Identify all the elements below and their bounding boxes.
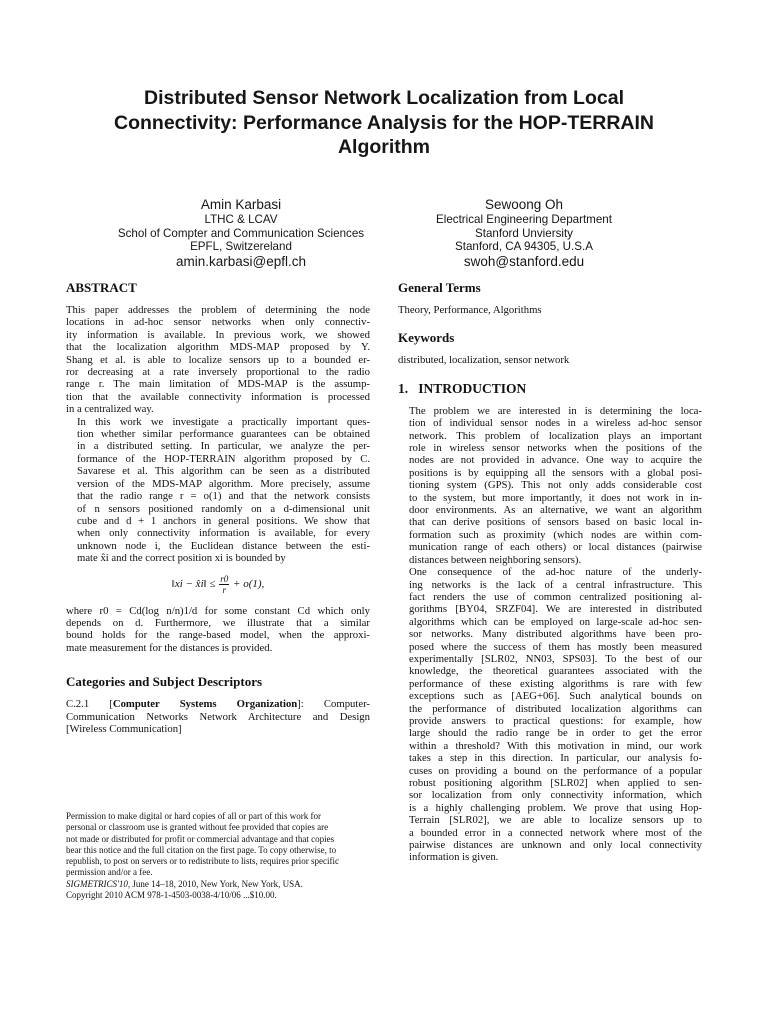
text-line: Terrain [SLR02], we are able to localize sensors up to: [409, 814, 702, 827]
author-affiliation: Electrical Engineering Department: [436, 213, 612, 226]
text-line: fact renders the use of common centralized positioning al-: [409, 590, 702, 603]
text-line: cuses on providing a bound on the performance of a popular: [409, 764, 702, 777]
abstract-heading: ABSTRACT: [66, 280, 137, 295]
introduction-heading: 1. INTRODUCTION: [398, 380, 527, 396]
fraction-denominator: r: [222, 584, 227, 595]
author-affiliation: EPFL, Switzereland: [190, 240, 292, 253]
text-line: distances between neighboring sensors).: [409, 553, 582, 566]
text-line: munication range of each others) or local distances (pairwise: [409, 541, 702, 554]
copyright-line: Copyright 2010 ACM 978-1-4503-0038-4/10/06 ...$10.00.: [66, 890, 277, 901]
paper-title: [40, 86, 728, 160]
author-affiliation: Schol of Compter and Communication Sciences: [117, 226, 365, 240]
title-line: Connectivity: Performance Analysis for the HOP-TERRAIN: [114, 111, 654, 134]
text-line: unknown node i, the Euclidean distance between the esti-: [77, 539, 370, 552]
text-line: tion of individual sensor nodes in a wireless ad-hoc sensor: [409, 417, 702, 430]
equation-lhs: ‖xi − x̂i‖ ≤: [171, 577, 216, 590]
abstract-paragraph: [66, 304, 370, 416]
text-line: cube and d + 1 anchors in general positions. We show that: [77, 514, 370, 527]
text-line: formance of the HOP-TERRAIN algorithm proposed by C.: [77, 452, 370, 465]
text-line: provide answers to practical questions: for example, how: [409, 714, 702, 727]
text-line: This paper addresses the problem of determining the node: [66, 304, 370, 316]
text-line: experimentally [SLR02, NN03, SPS03]. To the best of our: [409, 652, 702, 665]
categories-line: Communication Networks Network Architecture and Design: [66, 710, 370, 723]
text-line: bound holds for the range-based model, when the approxi-: [66, 629, 370, 642]
author-block: [412, 196, 636, 270]
text-line: ity information is available. In previous work, we showed: [66, 328, 370, 341]
text-line: is a highly challenging problem. We prove that using Hop-: [409, 801, 702, 814]
text-line: The problem we are interested in is determining the loca-: [409, 404, 702, 417]
text-line: Shang et al. is able to localize sensors up to a bounded er-: [66, 353, 370, 366]
categories-heading: Categories and Subject Descriptors: [66, 674, 263, 690]
text-line: Savarese et al. This algorithm can be seen as a distributed: [77, 465, 370, 478]
text-line: a bounded error in a connected network where most of the: [409, 826, 702, 839]
general-terms-heading: General Terms: [398, 280, 481, 295]
author-affiliation: Stanford Unviersity: [475, 226, 573, 240]
permission-line: not made or distributed for profit or commercial advantage and that copies: [66, 833, 335, 844]
permission-line: bear this notice and the full citation on the first page. To copy otherwise, to: [66, 844, 337, 855]
permission-line: Permission to make digital or hard copies of all or part of this work for: [66, 811, 321, 821]
categories-line: [Wireless Communication]: [66, 722, 182, 735]
abstract-body: [66, 304, 370, 654]
author-email: swoh@stanford.edu: [463, 253, 585, 269]
author-email: amin.karbasi@epfl.ch: [175, 253, 306, 269]
text-line: in a distributed setting. In particular, we analyze the per-: [77, 440, 370, 453]
text-line: mate measurement for the distances is provided.: [66, 641, 273, 654]
equation-rhs: + o(1),: [233, 577, 265, 590]
text-line: posed where the success of them has mostly been measured: [409, 640, 702, 653]
text-line: tion whether similar performance guarantees can be obtained: [77, 428, 370, 441]
abstract-paragraph: [66, 605, 370, 655]
text-line: sor networks. Many distributed algorithms have been pro-: [409, 628, 702, 641]
text-line: ror decreasing at a rate inversely proportional to the radio: [66, 366, 370, 379]
categories-body: [66, 698, 370, 735]
text-line: range r. The main limitation of MDS-MAP is the assump-: [66, 378, 370, 391]
text-line: role in wireless sensor networks when the positions of the: [409, 442, 702, 455]
text-line: that can derive positions of sensors based on basic local in-: [409, 516, 702, 529]
author-block: [100, 196, 382, 270]
text-line: sor localization from only connectivity information, which: [409, 789, 702, 802]
equation-fraction: [219, 574, 229, 595]
author-affiliation: LTHC & LCAV: [204, 213, 278, 226]
author-affiliation: Stanford, CA 94305, U.S.A: [455, 240, 593, 253]
text-line: positions is by equipping all the sensors with a global posi-: [409, 466, 702, 479]
text-line: ing networks is the lack of a central infrastructure. This: [409, 578, 702, 591]
text-line: to the system, but more importantly, it does not work in in-: [409, 491, 702, 504]
text-line: network. This problem of localization plays an important: [409, 429, 702, 442]
keywords-heading: Keywords: [398, 330, 455, 346]
conference-name: SIGMETRICS'10,: [66, 878, 131, 889]
permission-line: personal or classroom use is granted without fee provided that copies are: [66, 822, 329, 833]
fraction-numerator: r0: [220, 573, 229, 584]
abstract-paragraph: [66, 416, 370, 565]
text-line: algorithms which can be employed on large-scale ad-hoc sen-: [409, 615, 702, 628]
permission-notice: [66, 811, 370, 901]
categories-line: C.2.1 [Computer Systems Organization]: Computer-: [66, 698, 370, 711]
text-line: that the radio range r = o(1) and that the network consists: [77, 490, 370, 503]
text-line: version of the MDS-MAP algorithm. More precisely, assume: [77, 477, 370, 490]
text-line: mate x̂i and the correct position xi is bounded by: [77, 552, 286, 565]
text-line: robust positioning algorithm [SLR02] when applied to sen-: [409, 777, 702, 789]
text-line: door environments. As an alternative, we want an algorithm: [409, 504, 702, 517]
text-line: nodes are not provided in advance. One way to acquire the: [409, 454, 702, 467]
text-line: exceptions such as [AEG+06]. Such analytical bounds on: [409, 690, 702, 703]
text-line: that the localization algorithm MDS-MAP proposed by Y.: [66, 341, 370, 354]
text-line: tioning system (GPS). This not only adds considerable cost: [409, 479, 702, 492]
conference-line: SIGMETRICS'10, June 14–18, 2010, New York, New York, USA.: [66, 878, 303, 889]
text-line: pairwise distances are unknown and only local connectivity: [409, 839, 702, 852]
introduction-paragraph: [398, 566, 702, 864]
text-line: when only connectivity information is available, for every: [77, 527, 370, 540]
text-line: depends on d. Furthermore, we illustrate that a similar: [66, 616, 370, 629]
equation: [66, 574, 370, 595]
introduction-paragraph: [398, 405, 702, 566]
author-name: Sewoong Oh: [484, 197, 564, 212]
text-line: of n sensors positioned randomly on a d-dimensional unit: [77, 502, 370, 515]
keywords-text: distributed, localization, sensor network: [398, 354, 570, 367]
text-line: In this work we investigate a practically important ques-: [77, 415, 370, 428]
text-line: takes a step in this direction. In particular, our analysis fo-: [409, 752, 702, 765]
title-line: Algorithm: [337, 136, 431, 158]
text-line: information is given.: [409, 851, 499, 864]
permission-line: permission and/or a fee.: [66, 867, 153, 878]
text-line: where r0 = Cd(log n/n)1/d for some constant Cd which only: [66, 604, 370, 617]
text-line: within a threshold? With this motivation in mind, our work: [409, 739, 702, 752]
text-line: formation such as proximity (which nodes are within com-: [409, 528, 702, 541]
permission-line: republish, to post on servers or to redistribute to lists, requires prior specific: [66, 856, 339, 867]
title-line: Distributed Sensor Network Localization from Local: [144, 87, 624, 109]
text-line: tion that the available connectivity information is processed: [66, 390, 370, 403]
text-line: the performance of distributed localization algorithms can: [409, 702, 702, 715]
general-terms-text: Theory, Performance, Algorithms: [398, 304, 542, 316]
right-column: [398, 280, 702, 864]
text-line: in a centralized way.: [66, 403, 154, 416]
text-line: performance of these existing algorithms is rare with few: [409, 677, 702, 690]
text-line: knowledge, the theoretical guarantees associated with the: [409, 665, 702, 678]
left-column: [66, 280, 370, 735]
introduction-body: [398, 405, 702, 864]
author-name: Amin Karbasi: [200, 197, 282, 212]
text-line: locations in ad-hoc sensor networks when only connectiv-: [66, 316, 370, 329]
text-line: One consequence of the ad-hoc nature of the underly-: [409, 566, 702, 579]
text-line: gorithms [BY04, SRZF04]. We are interested in distributed: [409, 603, 702, 616]
text-line: large should the radio range be in order to get the error: [409, 727, 702, 740]
